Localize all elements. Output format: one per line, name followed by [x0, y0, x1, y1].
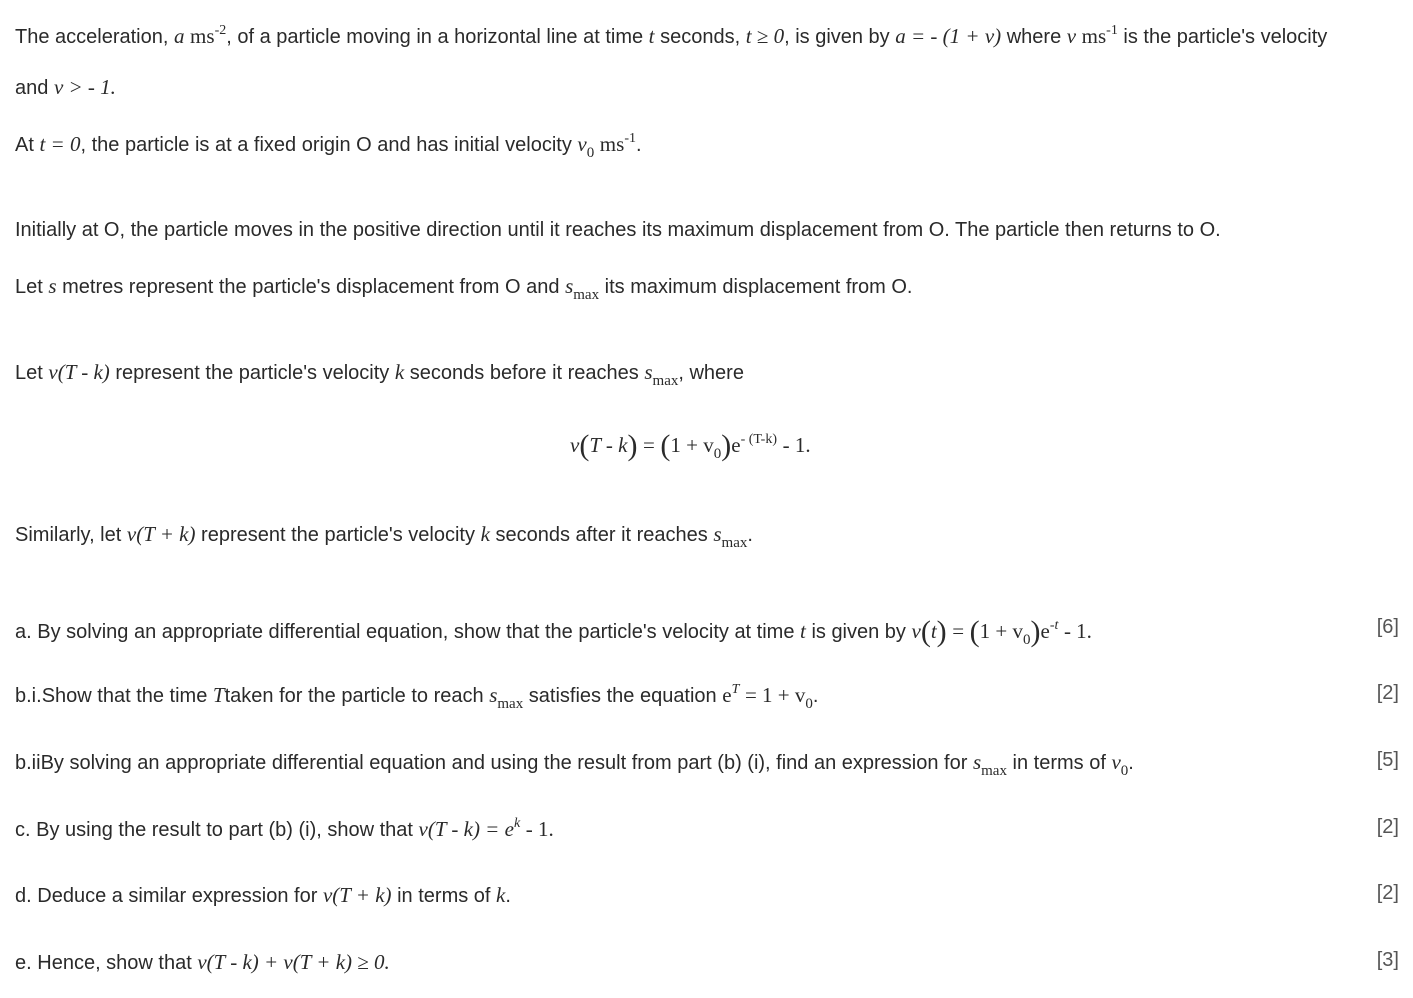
- question-b-ii: b.iiBy solving an appropriate differential equation and using the result from part (b) (i), find an expression for $s_{max}$ in terms of $v_0$.: [15, 750, 1134, 779]
- question-d: d. Deduce a similar expression for v(T + k) in terms of k.: [15, 883, 511, 907]
- question-b-ii-marks: [5]: [1376, 749, 1399, 771]
- intro-paragraph-7: Similarly, let v(T + k) represent the particle's velocity k seconds after it reaches $s_{max}$.: [15, 522, 753, 551]
- question-a-marks: [6]: [1376, 616, 1399, 638]
- question-c: c. By using the result to part (b) (i), show that $v(T - k) = e^k - 1$.: [15, 816, 554, 841]
- question-d-marks: [2]: [1376, 882, 1399, 904]
- intro-paragraph-1: The acceleration, a $ms^{-2}$, of a particle moving in a horizontal line at time t seconds, t ≥ 0, is given by a = - (1 + v) where v $ms^{-1}$ is the particle's velocity: [15, 23, 1328, 48]
- intro-paragraph-2: and v > - 1.: [15, 75, 116, 99]
- intro-paragraph-3: At t = 0, the particle is at a fixed origin O and has initial velocity $v_0$ $ms^{-1}$.: [15, 131, 642, 161]
- intro-paragraph-5: Let s metres represent the particle's displacement from O and $s_{max}$ its maximum displacement from O.: [15, 274, 913, 303]
- question-b-i-marks: [2]: [1376, 682, 1399, 704]
- velocity-equation: $v(T - k) = (1 + v_0)e^{- (T-k)} - 1$.: [570, 429, 811, 462]
- question-a: a. By solving an appropriate differential equation, show that the particle's velocity at time t is given by $v(t) = (1 + v_0)e^{-t} - 1$.: [15, 615, 1092, 648]
- question-e: e. Hence, show that v(T - k) + v(T + k) ≥ 0.: [15, 950, 390, 974]
- intro-paragraph-4: Initially at O, the particle moves in the positive direction until it reaches its maximum displacement from O. The particle then returns to O.: [15, 219, 1221, 241]
- intro-paragraph-6: Let v(T - k) represent the particle's velocity k seconds before it reaches $s_{max}$, where: [15, 360, 744, 389]
- question-e-marks: [3]: [1376, 949, 1399, 971]
- question-b-i: b.i.Show that the time Ttaken for the particle to reach $s_{max}$ satisfies the equation $e^T = 1 + v_0$.: [15, 682, 819, 712]
- question-c-marks: [2]: [1376, 816, 1399, 838]
